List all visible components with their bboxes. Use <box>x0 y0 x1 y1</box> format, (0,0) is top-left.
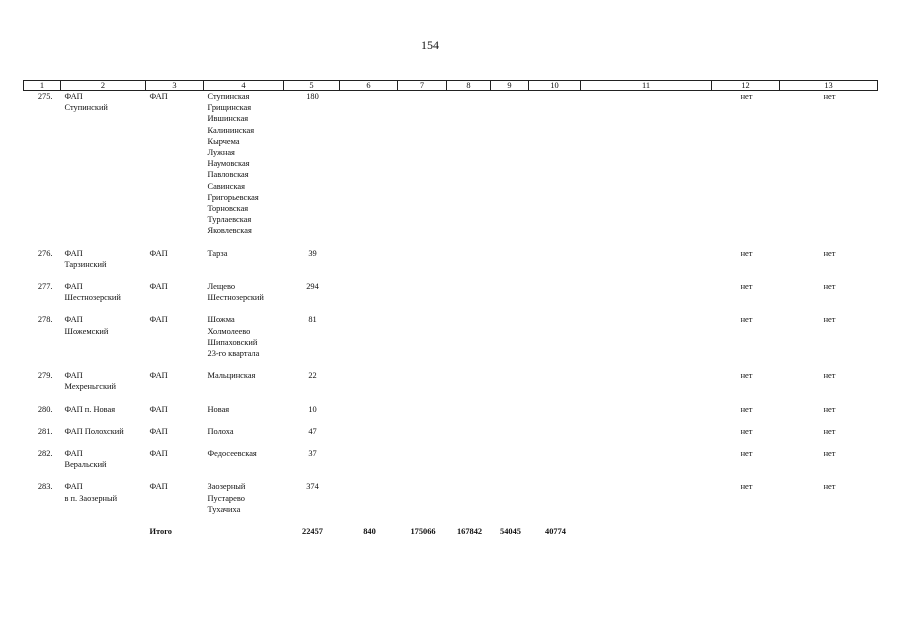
row-spacer <box>24 470 878 481</box>
settlement-name: Мальцинская <box>207 371 256 381</box>
column-header: 3 <box>146 81 204 91</box>
cell-col-5: 37 <box>308 449 317 459</box>
cell-col-10 <box>529 370 581 392</box>
column-header: 11 <box>581 81 712 91</box>
spacer-cell <box>24 515 878 526</box>
cell-col-3: ФАП <box>149 449 168 459</box>
table-body <box>24 91 878 538</box>
spacer-cell <box>24 359 878 370</box>
facility-name <box>65 281 144 303</box>
total-cell-col-6: 840 <box>363 527 376 537</box>
cell-col-5: 81 <box>308 315 317 325</box>
row-spacer <box>24 415 878 426</box>
facility-name <box>65 481 144 503</box>
cell-col-11 <box>581 404 712 415</box>
cell-col-1: 282. <box>37 449 53 459</box>
cell-col-4 <box>204 248 284 270</box>
facility-name-line: ФАП п. Новая <box>64 404 116 414</box>
spacer-cell <box>24 470 878 481</box>
cell-col-5: 294 <box>306 282 319 292</box>
settlement-name: Лещево <box>207 282 236 292</box>
cell-col-3: ФАП <box>149 315 168 325</box>
cell-col-10 <box>529 281 581 303</box>
row-spacer <box>24 515 878 526</box>
cell-col-4 <box>204 91 284 237</box>
row-spacer <box>24 270 878 281</box>
spacer-cell <box>24 393 878 404</box>
cell-col-6 <box>340 248 398 270</box>
row-spacer <box>24 237 878 248</box>
cell-col-7 <box>398 314 447 359</box>
settlement-name: Савинская <box>207 181 245 191</box>
cell-col-5: 22 <box>308 371 317 381</box>
settlement-name: Калининская <box>207 125 255 135</box>
column-header: 9 <box>491 81 529 91</box>
cell-col-4 <box>204 481 284 515</box>
column-header: 5 <box>284 81 340 91</box>
cell-col-2 <box>61 91 146 237</box>
cell-col-2 <box>61 248 146 270</box>
cell-col-2 <box>61 370 146 392</box>
settlement-name: Лужная <box>207 148 235 158</box>
row-spacer <box>24 303 878 314</box>
cell-col-12: нет <box>740 426 753 436</box>
cell-col-8 <box>447 248 491 270</box>
cell-col-5: 10 <box>308 404 317 414</box>
column-header: 4 <box>204 81 284 91</box>
cell-col-7 <box>398 404 447 415</box>
row-spacer <box>24 393 878 404</box>
facility-name-line: Шестнозерский <box>64 293 121 303</box>
cell-col-9 <box>491 91 529 237</box>
cell-col-11 <box>581 314 712 359</box>
cell-col-3: ФАП <box>149 248 168 258</box>
total-cell-col-13 <box>780 526 878 537</box>
facility-name-line: Мехреньгский <box>64 382 117 392</box>
settlement-name: Павловская <box>207 170 249 180</box>
cell-col-12: нет <box>740 404 753 414</box>
settlement-name: Шипаховский <box>207 337 258 347</box>
cell-col-13: нет <box>823 92 836 101</box>
total-cell-col-11 <box>581 526 712 537</box>
cell-col-6 <box>340 314 398 359</box>
settlement-name: 23-го квартала <box>207 349 260 359</box>
cell-col-11 <box>581 370 712 392</box>
spacer-cell <box>24 303 878 314</box>
cell-col-12: нет <box>740 371 753 381</box>
facility-name-line: ФАП <box>64 248 83 258</box>
cell-col-8 <box>447 370 491 392</box>
cell-col-10 <box>529 404 581 415</box>
cell-col-6 <box>340 426 398 437</box>
row-spacer <box>24 359 878 370</box>
cell-col-7 <box>398 248 447 270</box>
facility-name-line: ФАП <box>64 282 83 292</box>
table-header <box>24 81 878 91</box>
cell-col-4 <box>204 370 284 392</box>
total-cell-col-4 <box>204 526 284 537</box>
settlement-list <box>208 404 282 415</box>
settlement-name: Турлаевская <box>207 215 252 225</box>
cell-col-1: 277. <box>37 282 53 292</box>
cell-col-6 <box>340 91 398 237</box>
total-cell-col-2 <box>61 526 146 537</box>
cell-col-9 <box>491 281 529 303</box>
facility-name <box>65 426 144 437</box>
cell-col-13: нет <box>823 371 836 381</box>
facility-name <box>65 314 144 336</box>
facility-name-line: ФАП <box>64 371 83 381</box>
cell-col-4 <box>204 314 284 359</box>
cell-col-1: 275. <box>37 92 53 101</box>
column-header: 7 <box>398 81 447 91</box>
cell-col-2 <box>61 426 146 437</box>
cell-col-10 <box>529 448 581 470</box>
facility-name-line: Ступинский <box>64 103 108 113</box>
facility-name-line: ФАП <box>64 482 83 492</box>
total-cell-col-5: 22457 <box>302 527 323 537</box>
cell-col-6 <box>340 448 398 470</box>
total-cell-col-10: 40774 <box>545 527 566 537</box>
cell-col-12: нет <box>740 92 753 101</box>
column-header: 13 <box>780 81 878 91</box>
cell-col-1: 280. <box>37 404 53 414</box>
cell-col-10 <box>529 248 581 270</box>
total-cell-col-9: 54045 <box>500 527 521 537</box>
facility-name <box>65 370 144 392</box>
cell-col-1: 276. <box>37 248 53 258</box>
cell-col-2 <box>61 448 146 470</box>
cell-col-1: 281. <box>37 426 53 436</box>
cell-col-7 <box>398 281 447 303</box>
cell-col-3: ФАП <box>149 482 168 492</box>
cell-col-6 <box>340 370 398 392</box>
cell-col-3: ФАП <box>149 404 168 414</box>
settlement-name: Новая <box>207 404 230 414</box>
facility-name-line: в п. Заозерный <box>64 493 118 503</box>
column-header: 6 <box>340 81 398 91</box>
cell-col-10 <box>529 481 581 515</box>
settlement-list <box>208 91 282 237</box>
cell-col-6 <box>340 281 398 303</box>
cell-col-5: 374 <box>306 482 319 492</box>
cell-col-12: нет <box>740 449 753 459</box>
settlement-list <box>208 481 282 515</box>
facility-name <box>65 91 144 113</box>
facility-name <box>65 448 144 470</box>
facility-name-line: ФАП <box>64 449 83 459</box>
cell-col-7 <box>398 426 447 437</box>
cell-col-12: нет <box>740 248 753 258</box>
cell-col-7 <box>398 91 447 237</box>
cell-col-9 <box>491 448 529 470</box>
table-row <box>24 248 878 270</box>
column-header: 2 <box>61 81 146 91</box>
settlement-name: Наумовская <box>207 159 250 169</box>
settlement-list <box>208 314 282 359</box>
spacer-cell <box>24 437 878 448</box>
cell-col-3: ФАП <box>149 92 168 101</box>
cell-col-13: нет <box>823 282 836 292</box>
cell-col-3: ФАП <box>149 426 168 436</box>
table-row <box>24 448 878 470</box>
spacer-cell <box>24 270 878 281</box>
cell-col-13: нет <box>823 315 836 325</box>
cell-col-8 <box>447 404 491 415</box>
cell-col-10 <box>529 426 581 437</box>
cell-col-10 <box>529 91 581 237</box>
cell-col-1: 278. <box>37 315 53 325</box>
cell-col-13: нет <box>823 404 836 414</box>
total-cell-col-1 <box>24 526 61 537</box>
cell-col-8 <box>447 281 491 303</box>
settlement-name: Ступинская <box>207 92 250 101</box>
cell-col-11 <box>581 481 712 515</box>
table-row <box>24 91 878 237</box>
cell-col-2 <box>61 314 146 359</box>
cell-col-2 <box>61 481 146 515</box>
cell-col-5: 39 <box>308 248 317 258</box>
settlement-list <box>208 370 282 381</box>
table-row <box>24 481 878 515</box>
cell-col-13: нет <box>823 449 836 459</box>
cell-col-4 <box>204 404 284 415</box>
cell-col-9 <box>491 404 529 415</box>
cell-col-6 <box>340 481 398 515</box>
settlement-name: Шестнозерский <box>207 293 264 303</box>
cell-col-8 <box>447 448 491 470</box>
column-header: 8 <box>447 81 491 91</box>
facility-name-line: Тарзинский <box>64 259 107 269</box>
cell-col-8 <box>447 426 491 437</box>
facility-name-line: Веральский <box>64 460 107 470</box>
settlement-name: Кырчема <box>207 136 240 146</box>
total-cell-col-3: Итого <box>149 527 172 537</box>
settlement-name: Полоха <box>207 426 234 436</box>
table-row <box>24 314 878 359</box>
column-header: 1 <box>24 81 61 91</box>
total-cell-col-12 <box>712 526 780 537</box>
cell-col-10 <box>529 314 581 359</box>
table-row <box>24 426 878 437</box>
cell-col-11 <box>581 248 712 270</box>
settlement-list <box>208 248 282 259</box>
header-row <box>24 81 878 91</box>
cell-col-13: нет <box>823 426 836 436</box>
cell-col-9 <box>491 370 529 392</box>
settlement-name: Холмолеево <box>207 326 251 336</box>
cell-col-7 <box>398 481 447 515</box>
cell-col-2 <box>61 404 146 415</box>
total-cell-col-7: 175066 <box>410 527 436 537</box>
cell-col-12: нет <box>740 482 753 492</box>
settlement-name: Тарза <box>207 248 228 258</box>
cell-col-9 <box>491 481 529 515</box>
cell-col-3: ФАП <box>149 282 168 292</box>
cell-col-4 <box>204 426 284 437</box>
cell-col-4 <box>204 448 284 470</box>
total-row <box>24 526 878 537</box>
cell-col-7 <box>398 448 447 470</box>
table-row <box>24 281 878 303</box>
cell-col-11 <box>581 448 712 470</box>
cell-col-1: 279. <box>37 371 53 381</box>
facility-name-line: ФАП Полохский <box>64 426 124 436</box>
cell-col-2 <box>61 281 146 303</box>
cell-col-11 <box>581 281 712 303</box>
settlement-list <box>208 281 282 303</box>
cell-col-4 <box>204 281 284 303</box>
row-spacer <box>24 437 878 448</box>
settlement-name: Торновская <box>207 204 249 214</box>
cell-col-6 <box>340 404 398 415</box>
cell-col-1: 283. <box>37 482 53 492</box>
data-table <box>23 80 878 537</box>
cell-col-9 <box>491 314 529 359</box>
cell-col-3: ФАП <box>149 371 168 381</box>
facility-name <box>65 404 144 415</box>
settlement-name: Заозерный <box>207 482 246 492</box>
cell-col-13: нет <box>823 248 836 258</box>
settlement-name: Ившинская <box>207 114 249 124</box>
facility-name <box>65 248 144 270</box>
table-row <box>24 404 878 415</box>
settlement-name: Федосеевская <box>207 449 257 459</box>
settlement-list <box>208 448 282 459</box>
settlement-name: Шожма <box>207 315 235 325</box>
column-header: 10 <box>529 81 581 91</box>
table-row <box>24 370 878 392</box>
settlement-name: Григорьевская <box>207 192 259 202</box>
cell-col-12: нет <box>740 282 753 292</box>
spacer-cell <box>24 415 878 426</box>
page-number: 154 <box>421 38 439 52</box>
total-cell-col-8: 167842 <box>456 527 483 537</box>
cell-col-13: нет <box>823 482 836 492</box>
cell-col-5: 180 <box>306 92 319 101</box>
cell-col-7 <box>398 370 447 392</box>
cell-col-5: 47 <box>308 426 317 436</box>
facility-name-line: Шожемский <box>64 326 109 336</box>
settlement-name: Пустарево <box>207 493 245 503</box>
settlement-list <box>208 426 282 437</box>
settlement-name: Грищинская <box>207 103 252 113</box>
facility-name-line: ФАП <box>64 92 83 101</box>
column-header: 12 <box>712 81 780 91</box>
cell-col-8 <box>447 314 491 359</box>
cell-col-11 <box>581 426 712 437</box>
cell-col-8 <box>447 91 491 237</box>
settlement-name: Яковлевская <box>207 226 252 236</box>
cell-col-12: нет <box>740 315 753 325</box>
cell-col-9 <box>491 248 529 270</box>
cell-col-11 <box>581 91 712 237</box>
settlement-name: Тухачиха <box>207 504 241 514</box>
facility-name-line: ФАП <box>64 315 83 325</box>
spacer-cell <box>24 237 878 248</box>
cell-col-8 <box>447 481 491 515</box>
cell-col-9 <box>491 426 529 437</box>
